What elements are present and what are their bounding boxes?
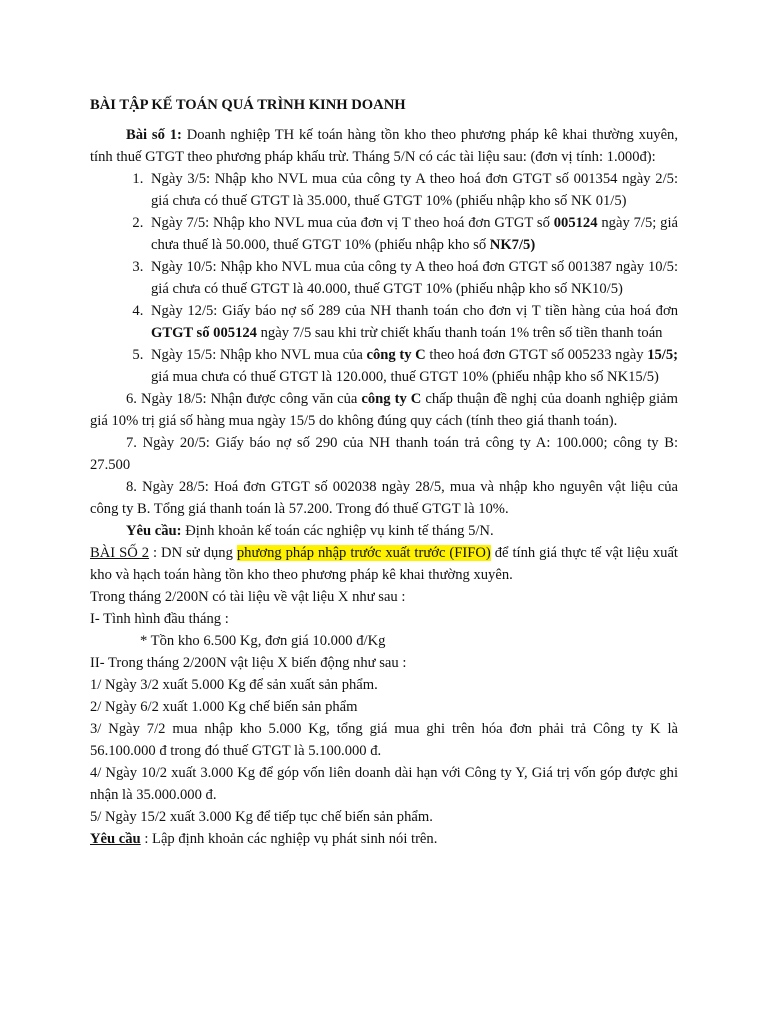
document-body	[90, 94, 678, 850]
bai2-fifo-highlight: phương pháp nhập trước xuất trước (FIFO)	[236, 545, 491, 561]
bai1-item-2-invoice: 005124	[553, 215, 598, 231]
bai1-item-4-text-c: ngày 7/5 sau khi trừ chiết khấu thanh toán 1% trên số tiền thanh toán	[256, 325, 663, 341]
bai1-item-4-invoice: GTGT số 005124	[151, 325, 257, 341]
bai1-item-8: 8. Ngày 28/5: Hoá đơn GTGT số 002038 ngày 28/5, mua và nhập kho nguyên vật liệu của công ty B. Tổng giá thanh toán là 57.200. Trong đó thuế GTGT là 10%.	[90, 479, 678, 517]
bai1-item-7: 7. Ngày 20/5: Giấy báo nợ số 290 của NH thanh toán trả công ty A: 100.000; công ty B: 27.500	[90, 435, 678, 473]
bai1-item-4-text-a: Ngày 12/5: Giấy báo nợ số 289 của NH thanh toán cho đơn vị T tiền hàng của hoá đơn	[151, 303, 678, 319]
bai1-requirement	[90, 520, 678, 542]
bai1-label: Bài số 1:	[126, 127, 182, 143]
bai2-op-2: 2/ Ngày 6/2 xuất 1.000 Kg chế biến sản phẩm	[90, 699, 358, 715]
bai1-item-5	[147, 344, 678, 388]
bai1-item-2-receipt: NK7/5)	[489, 237, 536, 253]
bai1-intro-text: Doanh nghiệp TH kế toán hàng tồn kho theo phương pháp kê khai thường xuyên, tính thuế GTGT theo phương pháp khấu trừ. Tháng 5/N có các tài liệu sau: (đơn vị tính: 1.000đ):	[90, 127, 678, 165]
bai1-item-1-text: Ngày 3/5: Nhập kho NVL mua của công ty A theo hoá đơn GTGT số 001354 ngày 2/5: giá chưa có thuế GTGT là 35.000, thuế GTGT 10% (phiếu nhập kho số NK 01/5)	[151, 171, 678, 209]
bai1-intro	[90, 124, 678, 168]
bai2-section-2: II- Trong tháng 2/200N vật liệu X biến động như sau :	[90, 655, 407, 671]
bai2-op-1: 1/ Ngày 3/2 xuất 5.000 Kg để sản xuất sản phẩm.	[90, 677, 378, 693]
bai2-requirement	[90, 828, 678, 850]
bai1-item-3-text: Ngày 10/5: Nhập kho NVL mua của công ty A theo hoá đơn GTGT số 001387 ngày 10/5: giá chưa có thuế GTGT là 40.000, thuế GTGT 10% (phiếu nhập kho số NK10/5)	[151, 259, 678, 297]
bai2-label: BÀI SỐ 2	[90, 545, 150, 561]
bai1-item-2-text-a: Ngày 7/5: Nhập kho NVL mua của đơn vị T theo hoá đơn GTGT số	[151, 215, 554, 231]
bai1-item-4	[147, 300, 678, 344]
bai2-section-1: I- Tình hình đầu tháng :	[90, 611, 229, 627]
bai1-item-6	[90, 388, 678, 432]
bai1-item-2	[147, 212, 678, 256]
bai1-item-5-date: 15/5;	[647, 347, 678, 363]
bai2-intro-b: để tính giá thực tế vật liệu xuất kho và hạch toán hàng tồn kho theo phương pháp kê khai thường xuyên.	[90, 545, 678, 583]
bai2-op-5: 5/ Ngày 15/2 xuất 3.000 Kg để tiếp tục chế biến sản phẩm.	[90, 809, 433, 825]
bai2-intro-a: : DN sử dụng	[149, 545, 237, 561]
bai2-month-line: Trong tháng 2/200N có tài liệu về vật liệu X như sau :	[90, 589, 406, 605]
bai1-item-5-company: công ty C	[366, 347, 426, 363]
bai1-item-6-text-a: 6. Ngày 18/5: Nhận được công văn của	[126, 391, 362, 407]
bai1-item-5-text-e: giá mua chưa có thuế GTGT là 120.000, thuế GTGT 10% (phiếu nhập kho số NK15/5)	[151, 369, 659, 385]
bai2-op-3: 3/ Ngày 7/2 mua nhập kho 5.000 Kg, tổng giá mua ghi trên hóa đơn phải trả Công ty K là 56.100.000 đ trong đó thuế GTGT là 5.100.000 đ.	[90, 721, 678, 759]
bai1-list	[90, 168, 678, 388]
bai2-op-4: 4/ Ngày 10/2 xuất 3.000 Kg để góp vốn liên doanh dài hạn với Công ty Y, Giá trị vốn góp được ghi nhận là 35.000.000 đ.	[90, 765, 678, 803]
bai2-requirement-label: Yêu cầu	[90, 831, 141, 847]
bai1-item-5-text-a: Ngày 15/5: Nhập kho NVL mua của	[151, 347, 367, 363]
bai1-item-6-text-c: chấp thuận đề nghị của doanh nghiệp giảm giá 10% trị giá số hàng mua ngày 15/5 do không đúng quy cách (tính theo giá thanh toán).	[90, 391, 678, 429]
bai1-item-5-text-c: theo hoá đơn GTGT số 005233 ngày	[425, 347, 648, 363]
bai1-item-3	[147, 256, 678, 300]
bai1-item-1	[147, 168, 678, 212]
document-title: BÀI TẬP KẾ TOÁN QUÁ TRÌNH KINH DOANH	[90, 97, 406, 113]
bai2-opening-stock: * Tồn kho 6.500 Kg, đơn giá 10.000 đ/Kg	[140, 633, 386, 649]
bai1-requirement-label: Yêu cầu:	[126, 523, 182, 539]
bai2-intro	[90, 542, 678, 586]
bai2-requirement-text: : Lập định khoản các nghiệp vụ phát sinh nói trên.	[140, 831, 438, 847]
bai1-item-2-text-c: ngày 7/5; giá chưa thuế là 50.000, thuế GTGT 10% (phiếu nhập kho số	[151, 215, 678, 253]
bai1-requirement-text: Định khoản kế toán các nghiệp vụ kinh tế tháng 5/N.	[181, 523, 494, 539]
bai1-item-6-company: công ty C	[361, 391, 422, 407]
